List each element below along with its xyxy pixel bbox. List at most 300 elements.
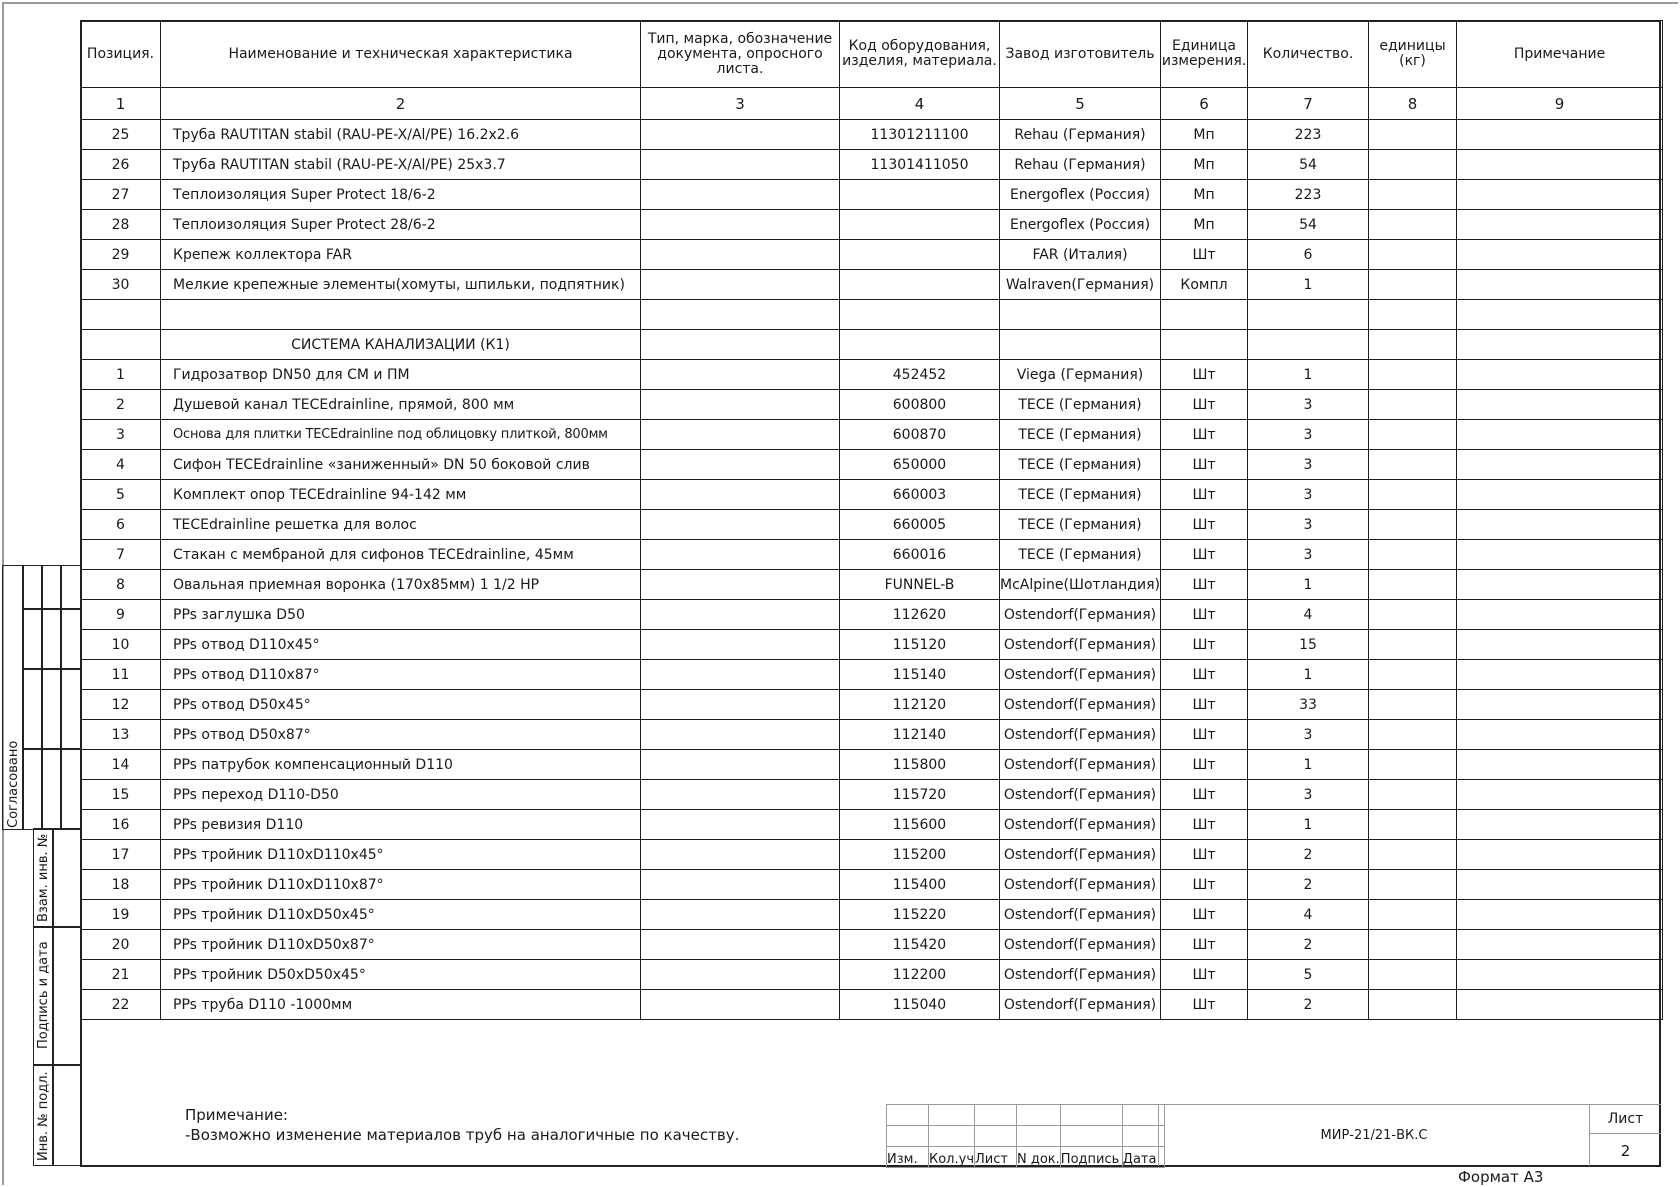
cell-unit: Мп <box>1161 210 1248 240</box>
agreed-label: Согласовано <box>6 740 21 828</box>
cell-name: PPs ревизия D110 <box>161 810 641 840</box>
cell-unit: Шт <box>1161 540 1248 570</box>
table-row <box>81 780 1663 810</box>
cell-mass <box>1369 810 1457 840</box>
table-row <box>81 810 1663 840</box>
cell-maker: TECE (Германия) <box>1000 480 1161 510</box>
table-row <box>81 870 1663 900</box>
cell-unit: Шт <box>1161 690 1248 720</box>
cell-maker: Ostendorf(Германия) <box>1000 630 1161 660</box>
cell-code: 115140 <box>840 660 1000 690</box>
cell-position: 29 <box>81 240 161 270</box>
cell-name: PPs переход D110-D50 <box>161 780 641 810</box>
cell-unit: Шт <box>1161 510 1248 540</box>
cell-name: PPs отвод D50x87° <box>161 720 641 750</box>
revision-grid <box>886 1104 1165 1168</box>
cell-unit: Шт <box>1161 780 1248 810</box>
cell-type <box>641 690 840 720</box>
cell-name: PPs тройник D50xD50x45° <box>161 960 641 990</box>
cell-mass <box>1369 960 1457 990</box>
table-row <box>81 990 1663 1020</box>
cell-code: 115040 <box>840 990 1000 1020</box>
cell-note <box>1457 570 1663 600</box>
table-row <box>81 180 1663 210</box>
cell-name: Труба RAUTITAN stabil (RAU-PE-X/Al/PE) 16.2x2.6 <box>161 120 641 150</box>
cell-code <box>840 330 1000 360</box>
cell-type <box>641 930 840 960</box>
cell-maker: Ostendorf(Германия) <box>1000 750 1161 780</box>
cell-unit: Шт <box>1161 450 1248 480</box>
cell-code: 115400 <box>840 870 1000 900</box>
cell-unit: Шт <box>1161 570 1248 600</box>
cell-name: Основа для плитки TECEdrainline под облицовку плиткой, 800мм <box>161 420 641 450</box>
cell-position: 11 <box>81 660 161 690</box>
cell-mass <box>1369 360 1457 390</box>
agreed-grid-cell <box>60 565 81 610</box>
cell-unit: Шт <box>1161 600 1248 630</box>
cell-maker <box>1000 330 1161 360</box>
cell-type <box>641 390 840 420</box>
cell-maker: Ostendorf(Германия) <box>1000 780 1161 810</box>
cell-mass <box>1369 570 1457 600</box>
agreed-grid-cell <box>41 668 62 750</box>
cell-qty: 2 <box>1248 870 1369 900</box>
table-row <box>81 570 1663 600</box>
cell-maker: Ostendorf(Германия) <box>1000 870 1161 900</box>
cell-unit: Мп <box>1161 150 1248 180</box>
cell-position: 27 <box>81 180 161 210</box>
inv-orig-value <box>52 1064 81 1166</box>
cell-mass <box>1369 120 1457 150</box>
cell-unit: Шт <box>1161 720 1248 750</box>
cell-unit: Шт <box>1161 660 1248 690</box>
cell-type <box>641 450 840 480</box>
cell-note <box>1457 120 1663 150</box>
cell-mass <box>1369 840 1457 870</box>
cell-type <box>641 990 840 1020</box>
cell-note <box>1457 810 1663 840</box>
cell-qty <box>1248 330 1369 360</box>
cell-qty <box>1248 300 1369 330</box>
cell-maker: Ostendorf(Германия) <box>1000 930 1161 960</box>
agreed-grid-cell <box>41 748 62 830</box>
cell-unit: Шт <box>1161 960 1248 990</box>
cell-mass <box>1369 540 1457 570</box>
cell-name: PPs тройник D110xD110x87° <box>161 870 641 900</box>
cell-mass <box>1369 720 1457 750</box>
designation-text: МИР-21/21-ВК.С <box>1320 1128 1428 1143</box>
header-type: Тип, марка, обозначение документа, опросного листа. <box>641 21 840 88</box>
column-number: 9 <box>1457 88 1663 120</box>
cell-type <box>641 630 840 660</box>
table-row <box>81 390 1663 420</box>
cell-type <box>641 510 840 540</box>
cell-position: 12 <box>81 690 161 720</box>
cell-name: PPs заглушка D50 <box>161 600 641 630</box>
sign-date-cell <box>33 926 54 1066</box>
cell-code: 112200 <box>840 960 1000 990</box>
cell-maker: Ostendorf(Германия) <box>1000 960 1161 990</box>
cell-qty: 3 <box>1248 510 1369 540</box>
cell-position: 26 <box>81 150 161 180</box>
cell-type <box>641 330 840 360</box>
cell-position: 3 <box>81 420 161 450</box>
cell-mass <box>1369 630 1457 660</box>
cell-code: 115720 <box>840 780 1000 810</box>
cell-type <box>641 120 840 150</box>
cell-position: 7 <box>81 540 161 570</box>
cell-note <box>1457 960 1663 990</box>
header-note: Примечание <box>1457 21 1663 88</box>
inv-orig-label: Инв. № подл. <box>36 1071 51 1161</box>
cell-note <box>1457 360 1663 390</box>
cell-qty: 3 <box>1248 390 1369 420</box>
specification-table <box>80 20 1663 1020</box>
cell-type <box>641 270 840 300</box>
cell-qty: 33 <box>1248 690 1369 720</box>
cell-code: 660016 <box>840 540 1000 570</box>
column-number: 3 <box>641 88 840 120</box>
cell-note <box>1457 600 1663 630</box>
cell-type <box>641 570 840 600</box>
cell-maker: Rehau (Германия) <box>1000 120 1161 150</box>
notes-title: Примечание: <box>185 1106 288 1124</box>
cell-unit: Мп <box>1161 120 1248 150</box>
cell-code: 115420 <box>840 930 1000 960</box>
cell-note <box>1457 720 1663 750</box>
cell-type <box>641 720 840 750</box>
cell-type <box>641 240 840 270</box>
table-row <box>81 690 1663 720</box>
cell-code <box>840 270 1000 300</box>
agreed-grid-cell <box>60 668 81 750</box>
cell-mass <box>1369 780 1457 810</box>
cell-type <box>641 180 840 210</box>
cell-note <box>1457 390 1663 420</box>
cell-name: Стакан с мембраной для сифонов TECEdrainline, 45мм <box>161 540 641 570</box>
cell-mass <box>1369 990 1457 1020</box>
cell-qty: 1 <box>1248 360 1369 390</box>
cell-type <box>641 600 840 630</box>
cell-qty: 223 <box>1248 180 1369 210</box>
cell-name: PPs тройник D110xD50x45° <box>161 900 641 930</box>
cell-mass <box>1369 480 1457 510</box>
cell-name: Мелкие крепежные элементы(хомуты, шпильки, подпятник) <box>161 270 641 300</box>
rev-col-sheet: Лист <box>975 1147 1017 1168</box>
cell-note <box>1457 420 1663 450</box>
cell-name: Комплект опор TECEdrainline 94-142 мм <box>161 480 641 510</box>
cell-maker: Ostendorf(Германия) <box>1000 720 1161 750</box>
cell-qty: 3 <box>1248 420 1369 450</box>
cell-code: 452452 <box>840 360 1000 390</box>
table-row <box>81 270 1663 300</box>
cell-code <box>840 300 1000 330</box>
cell-position: 18 <box>81 870 161 900</box>
cell-note <box>1457 330 1663 360</box>
cell-position: 1 <box>81 360 161 390</box>
cell-unit: Шт <box>1161 420 1248 450</box>
cell-code <box>840 210 1000 240</box>
cell-code: 650000 <box>840 450 1000 480</box>
cell-unit: Шт <box>1161 810 1248 840</box>
cell-mass <box>1369 390 1457 420</box>
header-unit: Единица измерения. <box>1161 21 1248 88</box>
cell-position <box>81 330 161 360</box>
header-code: Код оборудования, изделия, материала. <box>840 21 1000 88</box>
cell-unit <box>1161 330 1248 360</box>
cell-type <box>641 960 840 990</box>
cell-name: Овальная приемная воронка (170x85мм) 1 1/2 HP <box>161 570 641 600</box>
cell-mass <box>1369 180 1457 210</box>
table-header-row <box>81 21 1663 88</box>
table-row <box>81 900 1663 930</box>
cell-type <box>641 840 840 870</box>
cell-qty: 3 <box>1248 450 1369 480</box>
cell-maker: Ostendorf(Германия) <box>1000 660 1161 690</box>
cell-name: PPs отвод D50x45° <box>161 690 641 720</box>
cell-position: 28 <box>81 210 161 240</box>
cell-position: 9 <box>81 600 161 630</box>
cell-unit: Шт <box>1161 390 1248 420</box>
cell-code: 660005 <box>840 510 1000 540</box>
table-row <box>81 840 1663 870</box>
agreed-grid-cell <box>22 565 43 610</box>
cell-qty: 1 <box>1248 270 1369 300</box>
cell-note <box>1457 240 1663 270</box>
cell-name: Крепеж коллектора FAR <box>161 240 641 270</box>
cell-maker: Ostendorf(Германия) <box>1000 990 1161 1020</box>
cell-maker: TECE (Германия) <box>1000 450 1161 480</box>
cell-qty: 223 <box>1248 120 1369 150</box>
cell-mass <box>1369 930 1457 960</box>
cell-note <box>1457 480 1663 510</box>
cell-note <box>1457 750 1663 780</box>
cell-note <box>1457 300 1663 330</box>
format-label: Формат А3 <box>1458 1168 1544 1186</box>
cell-position: 16 <box>81 810 161 840</box>
sheet-number: 2 <box>1620 1141 1631 1160</box>
cell-unit: Шт <box>1161 240 1248 270</box>
cell-unit: Шт <box>1161 480 1248 510</box>
replace-inv-cell <box>33 828 54 928</box>
header-qty: Количество. <box>1248 21 1369 88</box>
cell-type <box>641 870 840 900</box>
cell-qty: 3 <box>1248 720 1369 750</box>
cell-qty: 3 <box>1248 780 1369 810</box>
header-position: Позиция. <box>81 21 161 88</box>
table-row <box>81 360 1663 390</box>
cell-unit: Шт <box>1161 930 1248 960</box>
cell-note <box>1457 270 1663 300</box>
table-row <box>81 450 1663 480</box>
column-number: 7 <box>1248 88 1369 120</box>
cell-position: 5 <box>81 480 161 510</box>
table-row <box>81 630 1663 660</box>
table-row <box>81 930 1663 960</box>
table-row <box>81 750 1663 780</box>
table-row <box>81 240 1663 270</box>
header-maker: Завод изготовитель <box>1000 21 1161 88</box>
cell-maker: TECE (Германия) <box>1000 510 1161 540</box>
cell-unit: Компл <box>1161 270 1248 300</box>
cell-mass <box>1369 240 1457 270</box>
cell-qty: 15 <box>1248 630 1369 660</box>
agreed-cell <box>2 565 24 830</box>
cell-qty: 3 <box>1248 480 1369 510</box>
document-designation <box>1158 1104 1589 1166</box>
column-number: 8 <box>1369 88 1457 120</box>
cell-name: TECEdrainline решетка для волос <box>161 510 641 540</box>
cell-note <box>1457 540 1663 570</box>
cell-name: Душевой канал TECEdrainline, прямой, 800 мм <box>161 390 641 420</box>
cell-maker: Ostendorf(Германия) <box>1000 690 1161 720</box>
cell-maker: TECE (Германия) <box>1000 390 1161 420</box>
cell-code: 600800 <box>840 390 1000 420</box>
column-number: 1 <box>81 88 161 120</box>
cell-position: 4 <box>81 450 161 480</box>
cell-name: PPs патрубок компенсационный D110 <box>161 750 641 780</box>
cell-type <box>641 780 840 810</box>
rev-col-signature: Подпись <box>1060 1147 1122 1168</box>
agreed-grid-cell <box>22 748 43 830</box>
cell-qty: 3 <box>1248 540 1369 570</box>
agreed-grid-cell <box>60 608 81 670</box>
column-number-row <box>81 88 1663 120</box>
cell-type <box>641 810 840 840</box>
table-row <box>81 210 1663 240</box>
cell-type <box>641 360 840 390</box>
cell-note <box>1457 630 1663 660</box>
cell-name: Теплоизоляция Super Protect 18/6-2 <box>161 180 641 210</box>
cell-note <box>1457 210 1663 240</box>
cell-position: 13 <box>81 720 161 750</box>
section-title-row <box>81 330 1663 360</box>
cell-position: 22 <box>81 990 161 1020</box>
cell-code <box>840 240 1000 270</box>
cell-mass <box>1369 270 1457 300</box>
cell-position: 21 <box>81 960 161 990</box>
header-name: Наименование и техническая характеристика <box>161 21 641 88</box>
cell-maker: Viega (Германия) <box>1000 360 1161 390</box>
cell-qty: 1 <box>1248 570 1369 600</box>
cell-unit: Шт <box>1161 840 1248 870</box>
table-row <box>81 150 1663 180</box>
cell-maker: Rehau (Германия) <box>1000 150 1161 180</box>
cell-code: FUNNEL-B <box>840 570 1000 600</box>
cell-code: 112140 <box>840 720 1000 750</box>
column-number: 5 <box>1000 88 1161 120</box>
column-number: 4 <box>840 88 1000 120</box>
cell-code: 600870 <box>840 420 1000 450</box>
cell-maker: TECE (Германия) <box>1000 540 1161 570</box>
cell-unit: Шт <box>1161 900 1248 930</box>
replace-inv-value <box>52 828 81 928</box>
rev-col-change: Изм. <box>887 1147 929 1168</box>
cell-mass <box>1369 660 1457 690</box>
cell-qty: 54 <box>1248 210 1369 240</box>
cell-code: 11301411050 <box>840 150 1000 180</box>
agreed-grid-cell <box>22 668 43 750</box>
table-row <box>81 510 1663 540</box>
cell-name: PPs труба D110 -1000мм <box>161 990 641 1020</box>
cell-mass <box>1369 420 1457 450</box>
cell-unit: Шт <box>1161 750 1248 780</box>
cell-type <box>641 480 840 510</box>
cell-type <box>641 420 840 450</box>
cell-name: PPs отвод D110x87° <box>161 660 641 690</box>
cell-code: 115600 <box>840 810 1000 840</box>
cell-code: 115220 <box>840 900 1000 930</box>
cell-unit: Шт <box>1161 870 1248 900</box>
cell-mass <box>1369 210 1457 240</box>
cell-position: 14 <box>81 750 161 780</box>
cell-code: 660003 <box>840 480 1000 510</box>
agreed-grid-cell <box>22 608 43 670</box>
table-row <box>81 960 1663 990</box>
sheet-label: Лист <box>1590 1105 1661 1134</box>
cell-note <box>1457 150 1663 180</box>
cell-note <box>1457 690 1663 720</box>
cell-mass <box>1369 690 1457 720</box>
header-mass: единицы (кг) <box>1369 21 1457 88</box>
sheet-number-cell <box>1589 1104 1661 1166</box>
cell-unit <box>1161 300 1248 330</box>
cell-mass <box>1369 330 1457 360</box>
cell-note <box>1457 780 1663 810</box>
cell-note <box>1457 840 1663 870</box>
cell-mass <box>1369 450 1457 480</box>
cell-qty: 1 <box>1248 660 1369 690</box>
cell-mass <box>1369 510 1457 540</box>
cell-code: 112620 <box>840 600 1000 630</box>
rev-col-date: Дата <box>1122 1147 1164 1168</box>
empty-row <box>81 300 1663 330</box>
cell-position: 2 <box>81 390 161 420</box>
column-number: 2 <box>161 88 641 120</box>
cell-type <box>641 660 840 690</box>
cell-type <box>641 540 840 570</box>
cell-name: PPs отвод D110x45° <box>161 630 641 660</box>
cell-code: 115200 <box>840 840 1000 870</box>
rev-col-docnum: N док. <box>1017 1147 1061 1168</box>
cell-type <box>641 900 840 930</box>
notes-line: -Возможно изменение материалов труб на аналогичные по качеству. <box>185 1126 740 1144</box>
cell-qty: 5 <box>1248 960 1369 990</box>
cell-position: 19 <box>81 900 161 930</box>
cell-qty: 4 <box>1248 900 1369 930</box>
cell-note <box>1457 510 1663 540</box>
table-row <box>81 660 1663 690</box>
cell-maker: McAlpine(Шотландия) <box>1000 570 1161 600</box>
cell-name: Теплоизоляция Super Protect 28/6-2 <box>161 210 641 240</box>
cell-note <box>1457 990 1663 1020</box>
cell-type <box>641 150 840 180</box>
cell-maker: Ostendorf(Германия) <box>1000 810 1161 840</box>
cell-code: 11301211100 <box>840 120 1000 150</box>
cell-qty: 4 <box>1248 600 1369 630</box>
sign-date-value <box>52 926 81 1066</box>
cell-position: 6 <box>81 510 161 540</box>
cell-position: 30 <box>81 270 161 300</box>
cell-maker <box>1000 300 1161 330</box>
cell-position: 15 <box>81 780 161 810</box>
cell-maker: Energoflex (Россия) <box>1000 210 1161 240</box>
cell-mass <box>1369 870 1457 900</box>
cell-name: Сифон TECEdrainline «заниженный» DN 50 боковой слив <box>161 450 641 480</box>
cell-mass <box>1369 750 1457 780</box>
cell-position: 17 <box>81 840 161 870</box>
cell-note <box>1457 900 1663 930</box>
